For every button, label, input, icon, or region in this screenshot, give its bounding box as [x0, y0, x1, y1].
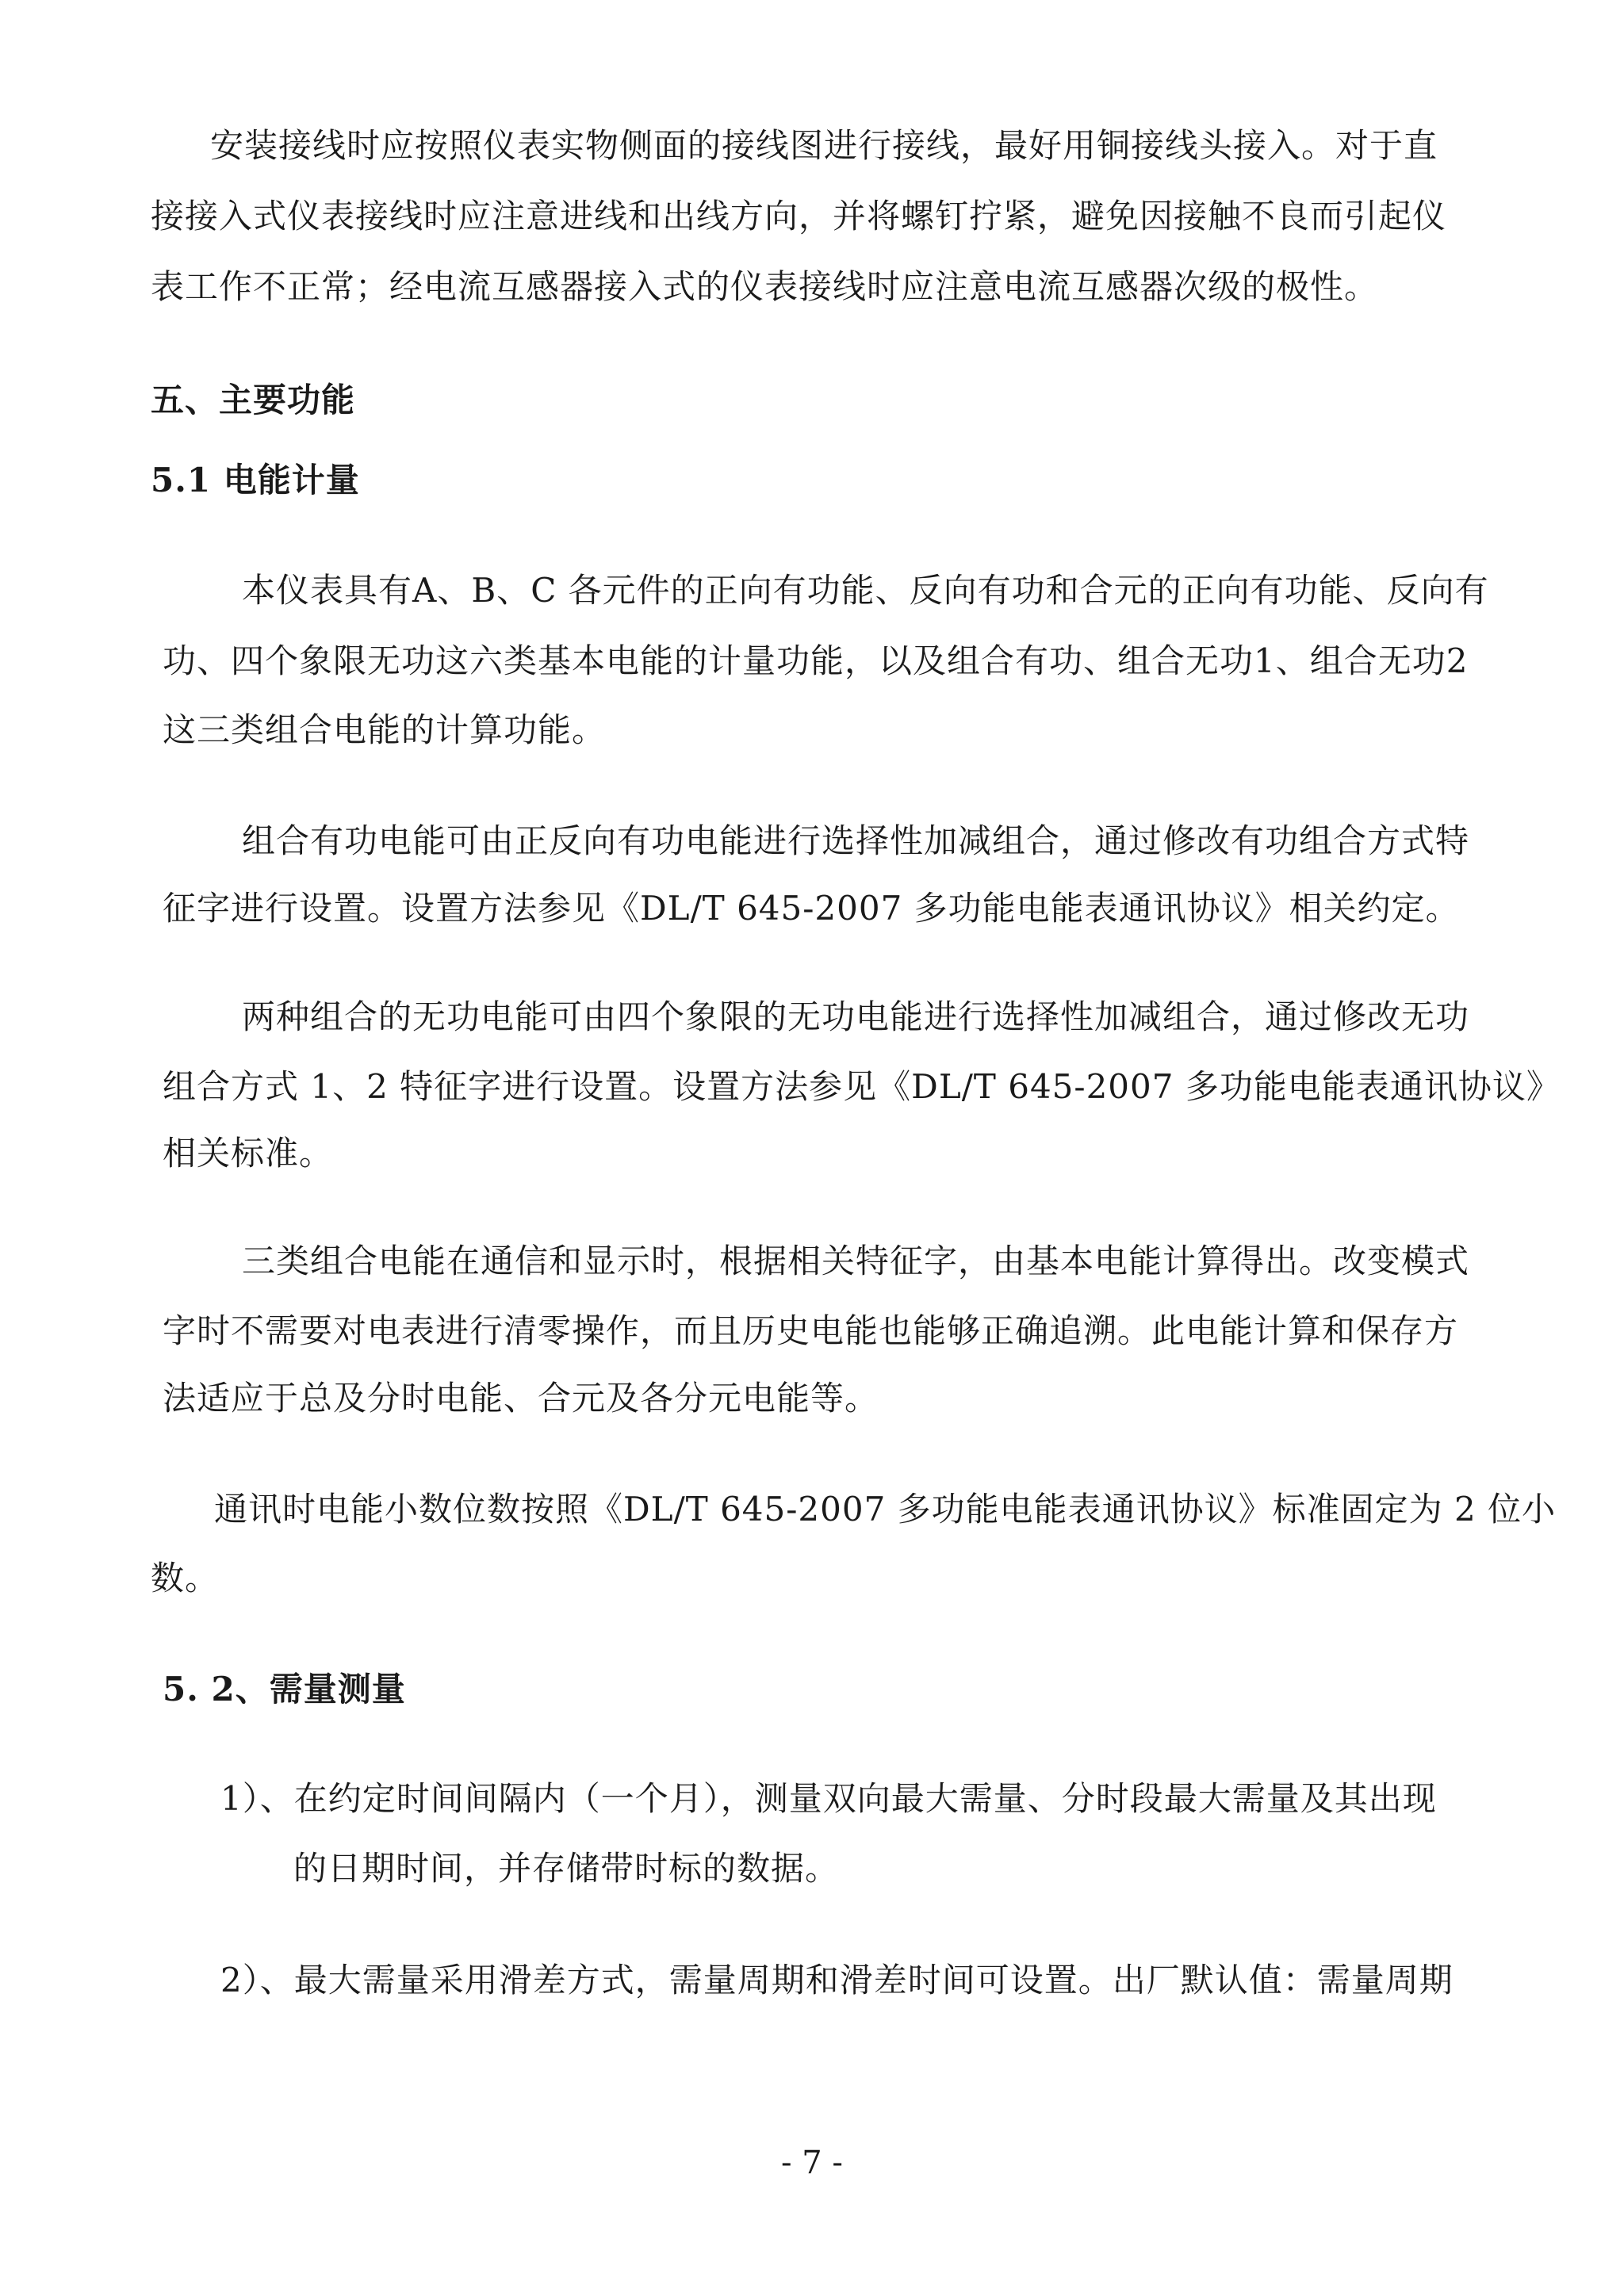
page-number: - 7 -	[781, 2145, 843, 2181]
list-item-line: 1）、在约定时间间隔内（一个月），测量双向最大需量、分时段最大需量及其出现	[220, 1779, 1437, 1818]
paragraph-line: 征字进行设置。设置方法参见《DL/T 645-2007 多功能电能表通讯协议》相关约定。	[163, 889, 1460, 928]
paragraph-line: 表工作不正常；经电流互感器接入式的仪表接线时应注意电流互感器次级的极性。	[151, 267, 1379, 306]
list-item-line: 的日期时间，并存储带时标的数据。	[293, 1849, 840, 1888]
paragraph-line: 组合有功电能可由正反向有功电能进行选择性加减组合，通过修改有功组合方式特	[242, 821, 1470, 860]
paragraph-line: 相关标准。	[163, 1134, 334, 1173]
paragraph-line: 字时不需要对电表进行清零操作，而且历史电能也能够正确追溯。此电能计算和保存方	[163, 1311, 1459, 1350]
paragraph-line: 两种组合的无功电能可由四个象限的无功电能进行选择性加减组合，通过修改无功	[242, 997, 1470, 1036]
paragraph-line: 功、四个象限无功这六类基本电能的计量功能，以及组合有功、组合无功1、组合无功2	[163, 641, 1469, 680]
paragraph-line: 这三类组合电能的计算功能。	[163, 710, 607, 749]
paragraph-line: 组合方式 1、2 特征字进行设置。设置方法参见《DL/T 645-2007 多功能电能表通讯协议》	[163, 1067, 1561, 1106]
subsection-title-5-1: 5.1 电能计量	[151, 461, 360, 499]
section-title: 五、主要功能	[151, 381, 356, 419]
paragraph-line: 本仪表具有A、B、C 各元件的正向有功能、反向有功和合元的正向有功能、反向有	[242, 571, 1489, 610]
paragraph-line: 法适应于总及分时电能、合元及各分元电能等。	[163, 1379, 879, 1418]
list-item-line: 2）、最大需量采用滑差方式，需量周期和滑差时间可设置。出厂默认值：需量周期	[220, 1961, 1454, 1999]
paragraph-line: 接接入式仪表接线时应注意进线和出线方向，并将螺钉拧紧，避免因接触不良而引起仪	[151, 197, 1447, 235]
paragraph-line: 数。	[151, 1559, 220, 1598]
paragraph-line: 安装接线时应按照仪表实物侧面的接线图进行接线，最好用铜接线头接入。对于直	[210, 126, 1438, 165]
paragraph-line: 通讯时电能小数位数按照《DL/T 645-2007 多功能电能表通讯协议》标准固定为 2 位小	[214, 1490, 1557, 1529]
paragraph-line: 三类组合电能在通信和显示时，根据相关特征字，由基本电能计算得出。改变模式	[242, 1242, 1470, 1280]
subsection-title-5-2: 5. 2、需量测量	[163, 1670, 406, 1709]
